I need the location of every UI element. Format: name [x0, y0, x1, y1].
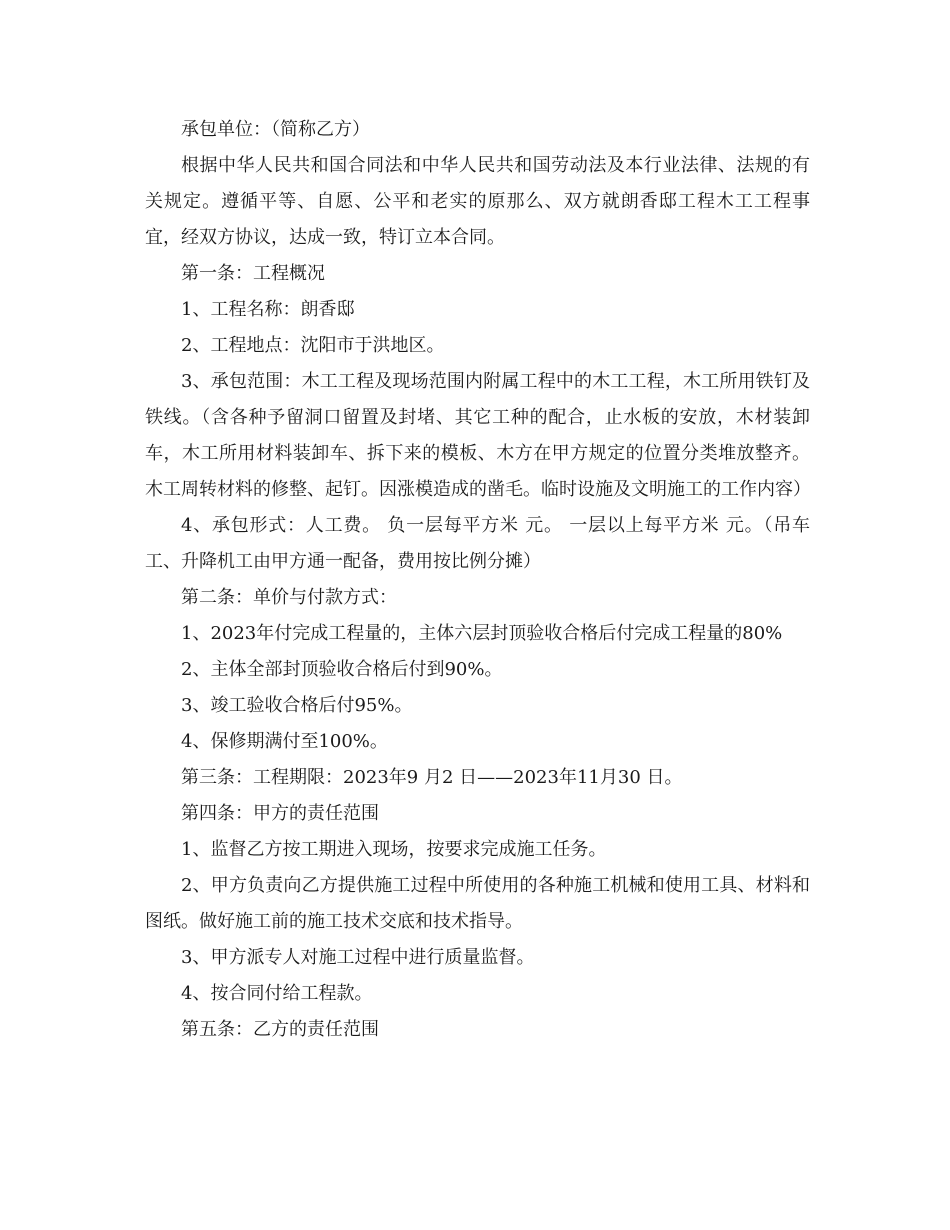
article-1-heading: 第一条：工程概况 — [181, 263, 325, 284]
party-a-duty-1: 1、监督乙方按工期进入现场，按要求完成施工任务。 — [181, 839, 607, 860]
payment-item-3: 3、竣工验收合格后付95%。 — [181, 695, 413, 716]
contract-scope-item: 3、承包范围：木工工程及现场范围内附属工程中的木工工程，木工所用铁钉及铁线。（含各种予留洞口留置及封堵、其它工种的配合，止水板的安放，木材装卸车，木工所用材料装卸车、拆下来的模板、木方在甲方规定的位置分类堆放整齐。木工周转材料的修整、起钉。因涨模造成的凿毛。临时设施及文明施工的工作内容） — [145, 371, 811, 500]
payment-item-2: 2、主体全部封顶验收合格后付到90%。 — [181, 659, 503, 680]
article-4-heading: 第四条：甲方的责任范围 — [181, 803, 379, 824]
payment-item-4: 4、保修期满付至100%。 — [181, 731, 388, 752]
party-a-duty-3: 3、甲方派专人对施工过程中进行质量监督。 — [181, 947, 535, 968]
contract-form-item: 4、承包形式：人工费。 负一层每平方米 元。 一层以上每平方米 元。（吊车工、升降机工由甲方通一配备，费用按比例分摊） — [145, 515, 810, 572]
contractor-line: 承包单位：（简称乙方） — [181, 119, 370, 140]
party-a-duty-4: 4、按合同付给工程款。 — [181, 983, 373, 1004]
article-3-heading: 第三条：工程期限：2023年9 月2 日——2023年11月30 日。 — [181, 767, 683, 788]
article-5-heading: 第五条：乙方的责任范围 — [181, 1019, 379, 1040]
project-location-item: 2、工程地点：沈阳市于洪地区。 — [181, 335, 445, 356]
preamble-paragraph: 根据中华人民共和国合同法和中华人民共和国劳动法及本行业法律、法规的有关规定。遵循平等、自愿、公平和老实的原那么、双方就朗香邸工程木工工程事宜，经双方协议，达成一致，特订立本合同。 — [145, 155, 810, 248]
project-name-item: 1、工程名称：朗香邸 — [181, 299, 355, 320]
article-2-heading: 第二条：单价与付款方式： — [181, 587, 397, 608]
payment-item-1: 1、2023年付完成工程量的，主体六层封顶验收合格后付完成工程量的80% — [181, 623, 783, 644]
party-a-duty-2: 2、甲方负责向乙方提供施工过程中所使用的各种施工机械和使用工具、材料和图纸。做好施工前的施工技术交底和技术指导。 — [145, 875, 810, 932]
